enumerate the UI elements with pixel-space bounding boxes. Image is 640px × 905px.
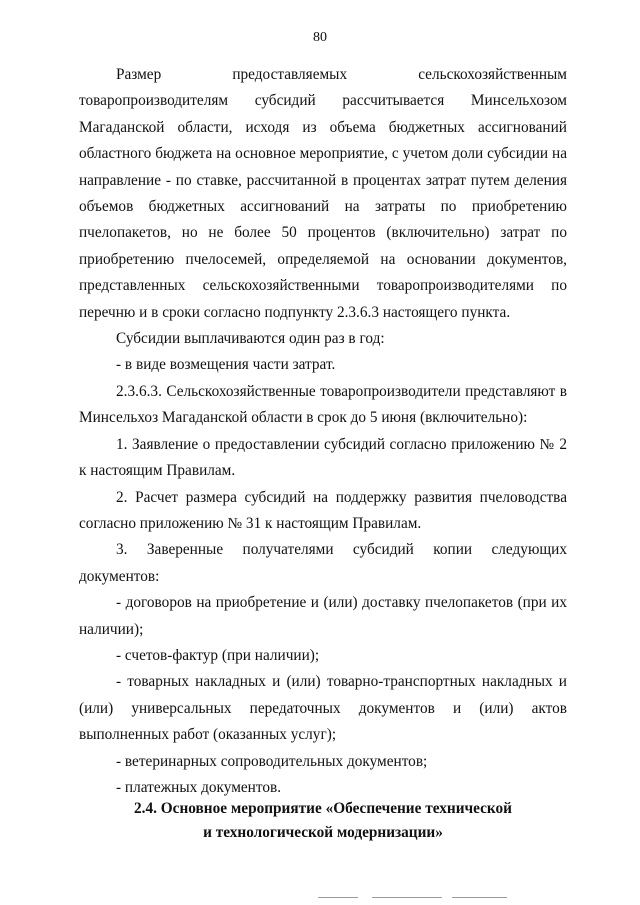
list-item-invoices: - счетов-фактур (при наличии);: [116, 646, 320, 664]
list-item-calculation: 2. Расчет размера субсидий на поддержку развития пчеловодства согласно приложению № 31 к настоящим Правилам.: [79, 488, 567, 532]
section-heading-line-1: 2.4. Основное мероприятие «Обеспечение технической: [134, 800, 512, 817]
list-item-compensation: - в виде возмещения части затрат.: [116, 356, 336, 374]
document-body: [79, 62, 567, 801]
list-item-application: 1. Заявление о предоставлении субсидий согласно приложению № 2 к настоящим Правилам.: [79, 435, 567, 480]
list-item-certified-copies: 3. Заверенные получателями субсидий копии следующих документов:: [79, 541, 567, 585]
list-item-payment-documents: - платежных документов.: [116, 778, 282, 796]
paragraph-subsidy-size: Размер предоставляемых сельскохозяйственным товаропроизводителям субсидий рассчитывается Минсельхозом Магаданской области, исходя из объема бюджетных ассигнований областного бюджета на основное мероприятие, с учетом доли субсидии на направление - по ставке, рассчитанной в процентах затрат путем деления объемов бюджетных ассигнований на затраты по приобретению пчелопакетов, но не более 50 процентов (включительно) затрат по приобретению пчелосемей, определяемой на основании документов, представленных сельскохозяйственными товаропроизводителями по перечню и в сроки согласно подпункту 2.3.6.3 настоящего пункта.: [79, 66, 567, 321]
list-item-waybills: - товарных накладных и (или) товарно-транспортных накладных и (или) универсальных передаточных документов и (или) актов выполненных работ (оказанных услуг);: [79, 673, 567, 744]
list-item-veterinary-documents: - ветеринарных сопроводительных документов;: [116, 752, 428, 770]
scan-artifact-line: [452, 897, 507, 898]
paragraph-section-2-3-6-3: 2.3.6.3. Сельскохозяйственные товаропроизводители представляют в Минсельхоз Магаданской области в срок до 5 июня (включительно):: [79, 382, 567, 427]
page-number: 80: [313, 30, 327, 45]
scan-artifact-line: [372, 897, 442, 898]
section-heading: [79, 797, 567, 845]
paragraph-payment-frequency: Субсидии выплачиваются один раз в год:: [116, 330, 385, 348]
list-item-contracts: - договоров на приобретение и (или) доставку пчелопакетов (при их наличии);: [79, 594, 567, 638]
section-heading-line-2: и технологической модернизации»: [203, 824, 443, 841]
scan-artifact-line: [318, 897, 358, 898]
